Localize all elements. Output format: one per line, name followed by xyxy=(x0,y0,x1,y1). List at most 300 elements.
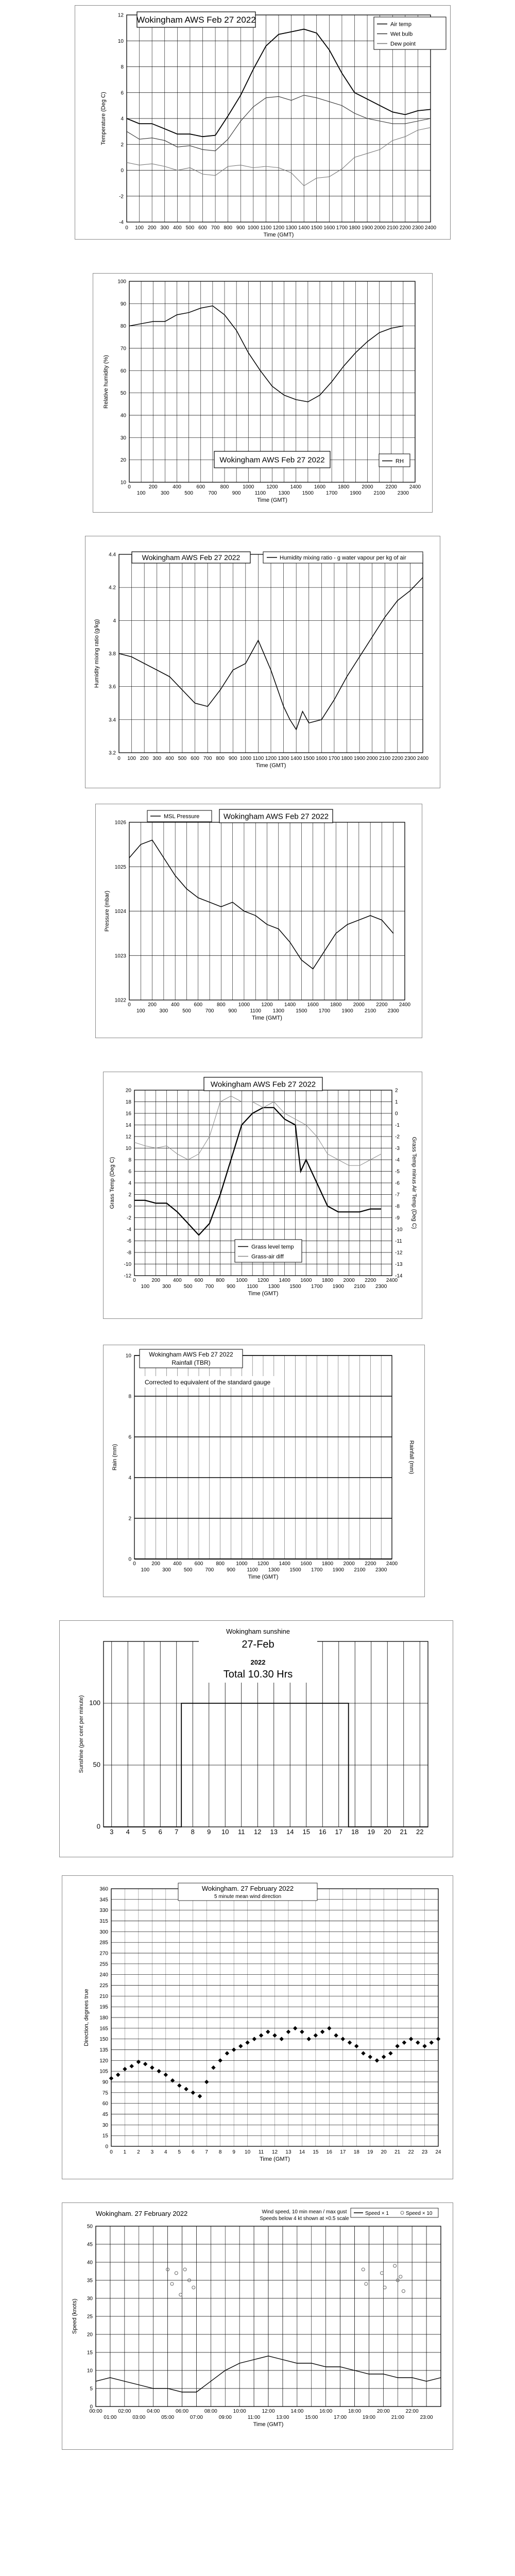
y-tick-label: 15 xyxy=(87,2350,93,2356)
x-tick-label: 13 xyxy=(285,2149,291,2155)
x-tick-label: 2400 xyxy=(424,225,437,231)
x-tick-label: 1600 xyxy=(314,484,326,490)
legend-box xyxy=(379,454,410,467)
y-tick-label: 360 xyxy=(99,1886,108,1892)
x-tick-label: 13 xyxy=(270,1828,278,1836)
gust-point xyxy=(183,2268,186,2271)
humidity-chart xyxy=(93,274,433,513)
y-tick-label: -12 xyxy=(124,1273,131,1279)
y-axis-label: Relative humidity (%) xyxy=(103,355,109,409)
y-tick-label: -2 xyxy=(119,194,124,200)
y-tick-label: 50 xyxy=(120,391,126,397)
y-tick-label: 90 xyxy=(120,301,126,307)
chart-title: Wokingham AWS Feb 27 2022 xyxy=(149,1351,233,1358)
x-tick-label: 1300 xyxy=(268,1284,280,1290)
x-tick-label: 16 xyxy=(326,2149,332,2155)
y-tick-label: 330 xyxy=(99,1908,108,1914)
y-right-tick-label: -4 xyxy=(395,1157,400,1163)
x-axis-label: Time (GMT) xyxy=(252,1015,282,1021)
x-tick-label: 22:00 xyxy=(405,2409,419,2414)
y-tick-label: 225 xyxy=(99,1983,108,1989)
x-tick-label: 1500 xyxy=(302,490,314,496)
x-tick-label: 2400 xyxy=(386,1561,398,1567)
x-tick-label: 11 xyxy=(258,2149,264,2155)
y-tick-label: 8 xyxy=(121,64,124,70)
data-point xyxy=(252,2037,256,2041)
x-tick-label: 1700 xyxy=(311,1567,323,1573)
y-tick-label: 4 xyxy=(113,618,116,624)
x-tick-label: 1900 xyxy=(350,490,362,496)
y-tick-label: -4 xyxy=(119,219,124,226)
y-tick-label: 165 xyxy=(99,2026,108,2032)
x-tick-label: 2000 xyxy=(374,225,386,231)
x-tick-label: 4 xyxy=(126,1828,130,1836)
y-tick-label: 0 xyxy=(128,1204,131,1210)
y-axis-label: Humidity mixing ratio (g/kg) xyxy=(94,619,100,688)
legend-label: Grass level temp xyxy=(251,1244,294,1250)
x-tick-label: 2300 xyxy=(397,490,409,496)
y-right-tick-label: 0 xyxy=(395,1111,398,1117)
rainfall-chart-panel xyxy=(103,1345,425,1597)
y-tick-label: -2 xyxy=(127,1215,131,1221)
wind-speed-chart-panel xyxy=(62,2202,453,2450)
gust-point xyxy=(175,2272,178,2275)
y-tick-label: 4 xyxy=(128,1475,131,1481)
x-tick-label: 14 xyxy=(286,1828,294,1836)
legend-label: Speed × 1 xyxy=(365,2211,389,2216)
y-right-tick-label: -2 xyxy=(395,1134,400,1140)
x-tick-label: 2200 xyxy=(365,1278,376,1283)
x-tick-label: 2000 xyxy=(353,1002,365,1008)
x-tick-label: 1000 xyxy=(243,484,254,490)
x-tick-label: 1500 xyxy=(303,756,315,761)
y-tick-label: 4 xyxy=(121,116,124,122)
x-tick-label: 00:00 xyxy=(89,2409,102,2414)
y-tick-label: 1022 xyxy=(114,997,126,1004)
wind-speed-chart xyxy=(62,2203,454,2450)
y-tick-label: 0 xyxy=(128,1556,131,1563)
data-point xyxy=(109,2076,113,2080)
x-tick-label: 07:00 xyxy=(190,2415,203,2420)
data-point xyxy=(157,2069,161,2073)
x-tick-label: 500 xyxy=(183,1567,193,1573)
data-point xyxy=(327,2026,331,2030)
data-point xyxy=(361,2051,365,2055)
x-tick-label: 20 xyxy=(381,2149,387,2155)
x-tick-label: 1100 xyxy=(252,756,264,761)
y-tick-label: 50 xyxy=(87,2224,93,2230)
wind-direction-chart xyxy=(62,1876,454,2180)
x-tick-label: 200 xyxy=(148,484,158,490)
chart-title: Wokingham AWS Feb 27 2022 xyxy=(142,553,241,562)
x-tick-label: 2100 xyxy=(379,756,391,761)
y-tick-label: 30 xyxy=(120,435,126,441)
y-tick-label: 6 xyxy=(121,90,124,96)
x-tick-label: 500 xyxy=(184,490,193,496)
x-tick-label: 23:00 xyxy=(420,2415,433,2420)
y-tick-label: 12 xyxy=(117,12,124,19)
x-tick-label: 800 xyxy=(216,756,225,761)
gust-point xyxy=(362,2268,365,2271)
x-tick-label: 0 xyxy=(110,2149,113,2155)
data-point xyxy=(143,2062,147,2066)
y-tick-label: 2 xyxy=(121,142,124,148)
x-tick-label: 2300 xyxy=(375,1284,387,1290)
x-tick-label: 1900 xyxy=(332,1284,344,1290)
y-tick-label: 0 xyxy=(105,2144,108,2150)
x-tick-label: 19 xyxy=(367,1828,375,1836)
x-tick-label: 1600 xyxy=(316,756,328,761)
x-tick-label: 100 xyxy=(136,490,146,496)
x-tick-label: 1600 xyxy=(323,225,335,231)
x-tick-label: 600 xyxy=(194,1002,203,1008)
data-point xyxy=(116,2073,120,2077)
x-axis-label: Time (GMT) xyxy=(255,762,286,769)
x-tick-label: 1700 xyxy=(328,756,340,761)
y-tick-label: 5 xyxy=(90,2386,93,2392)
x-tick-label: 300 xyxy=(159,1008,168,1014)
x-tick-label: 13:00 xyxy=(276,2415,289,2420)
chart-subtitle: 27-Feb xyxy=(242,1639,274,1650)
x-tick-label: 1400 xyxy=(279,1278,290,1283)
legend-label: Air temp xyxy=(390,21,411,28)
x-tick-label: 1400 xyxy=(290,756,302,761)
mixing-ratio-chart xyxy=(85,536,441,789)
x-tick-label: 03:00 xyxy=(132,2415,146,2420)
y-tick-label: 195 xyxy=(99,2004,108,2010)
gust-point xyxy=(192,2286,195,2289)
data-point xyxy=(129,2064,133,2068)
mixing-ratio-chart-panel xyxy=(85,536,440,788)
y-tick-label: 0 xyxy=(96,1822,100,1831)
data-point xyxy=(306,2037,311,2041)
x-tick-label: 1500 xyxy=(289,1567,301,1573)
data-point xyxy=(204,2080,209,2084)
x-tick-label: 1800 xyxy=(338,484,350,490)
x-tick-label: 05:00 xyxy=(161,2415,175,2420)
chart-subtitle: 5 minute mean wind direction xyxy=(214,1894,282,1900)
x-tick-label: 100 xyxy=(141,1284,150,1290)
y-tick-label: 16 xyxy=(125,1111,131,1117)
gust-point xyxy=(383,2286,386,2289)
chart-title: Wokingham AWS Feb 27 2022 xyxy=(136,14,256,25)
x-tick-label: 2400 xyxy=(409,484,421,490)
x-tick-label: 1100 xyxy=(250,1008,261,1014)
x-tick-label: 400 xyxy=(173,1278,182,1283)
y-tick-label: 40 xyxy=(120,413,126,419)
series-line-rh xyxy=(129,306,403,402)
x-tick-label: 09:00 xyxy=(218,2415,232,2420)
legend-label: MSL Pressure xyxy=(164,814,200,820)
y-tick-label: 1023 xyxy=(114,953,126,959)
x-tick-label: 15:00 xyxy=(305,2415,318,2420)
chart-subtitle: Wind speed, 10 min mean / max gust xyxy=(262,2209,347,2215)
data-point xyxy=(436,2037,440,2041)
series-line-msl-pressure xyxy=(129,840,393,969)
x-tick-label: 300 xyxy=(162,1567,171,1573)
x-tick-label: 18:00 xyxy=(348,2409,362,2414)
gust-point xyxy=(393,2264,397,2267)
x-tick-label: 1600 xyxy=(300,1278,312,1283)
x-tick-label: 21 xyxy=(400,1828,407,1836)
y-right-tick-label: -13 xyxy=(395,1262,403,1267)
x-tick-label: 20 xyxy=(384,1828,391,1836)
x-tick-label: 900 xyxy=(228,1008,237,1014)
data-point xyxy=(232,2047,236,2052)
x-axis-label: Time (GMT) xyxy=(263,232,294,238)
x-tick-label: 14:00 xyxy=(290,2409,304,2414)
sunshine-chart xyxy=(60,1621,454,1858)
y-tick-label: 300 xyxy=(99,1929,108,1935)
y-tick-label: 315 xyxy=(99,1919,108,1924)
x-tick-label: 900 xyxy=(236,225,245,231)
x-tick-label: 6 xyxy=(191,2149,195,2155)
x-tick-label: 100 xyxy=(135,225,144,231)
x-tick-label: 5 xyxy=(142,1828,146,1836)
data-point xyxy=(245,2040,249,2044)
data-point xyxy=(395,2044,399,2048)
gust-point xyxy=(402,2290,405,2293)
x-tick-label: 0 xyxy=(128,484,131,490)
x-tick-label: 2200 xyxy=(385,484,397,490)
x-tick-label: 1400 xyxy=(284,1002,296,1008)
x-tick-label: 1200 xyxy=(257,1561,269,1567)
y-tick-label: 10 xyxy=(125,1146,131,1151)
data-point xyxy=(368,2055,372,2059)
x-tick-label: 0 xyxy=(133,1278,136,1283)
y-tick-label: 210 xyxy=(99,1993,108,1999)
x-tick-label: 3 xyxy=(110,1828,114,1836)
y-tick-label: 8 xyxy=(128,1157,131,1163)
legend-label: RH xyxy=(396,458,404,465)
x-tick-label: 1000 xyxy=(238,1002,250,1008)
y-tick-label: 4.4 xyxy=(109,552,116,558)
x-tick-label: 20:00 xyxy=(376,2409,390,2414)
y-tick-label: 4 xyxy=(128,1180,131,1187)
y-tick-label: 10 xyxy=(125,1353,131,1359)
data-point xyxy=(177,2083,181,2088)
x-tick-label: 1 xyxy=(123,2149,127,2155)
x-tick-label: 21 xyxy=(394,2149,401,2155)
data-point xyxy=(382,2055,386,2059)
y-tick-label: 120 xyxy=(99,2058,108,2064)
x-tick-label: 1100 xyxy=(247,1567,258,1573)
y-axis-label: Rain (mm) xyxy=(112,1444,118,1471)
y-tick-label: 285 xyxy=(99,1940,108,1946)
data-point xyxy=(341,2037,345,2041)
x-tick-label: 19:00 xyxy=(362,2415,375,2420)
x-tick-label: 2400 xyxy=(386,1278,398,1283)
x-tick-label: 2400 xyxy=(417,756,429,761)
x-tick-label: 1300 xyxy=(285,225,297,231)
y-tick-label: 10 xyxy=(87,2368,93,2374)
x-tick-label: 2 xyxy=(137,2149,140,2155)
x-tick-label: 2000 xyxy=(366,756,378,761)
x-tick-label: 2400 xyxy=(399,1002,411,1008)
x-tick-label: 400 xyxy=(170,1002,180,1008)
pressure-chart xyxy=(96,804,423,1039)
data-point xyxy=(272,2033,277,2037)
x-tick-label: 2100 xyxy=(354,1284,366,1290)
x-tick-label: 2200 xyxy=(391,756,403,761)
data-point xyxy=(422,2044,426,2048)
x-tick-label: 06:00 xyxy=(175,2409,189,2414)
x-axis-label: Time (GMT) xyxy=(253,2421,284,2428)
y-tick-label: 90 xyxy=(102,2079,108,2086)
y-right-tick-label: -5 xyxy=(395,1169,400,1175)
rainfall-chart xyxy=(104,1345,425,1598)
x-tick-label: 1000 xyxy=(239,756,251,761)
data-point xyxy=(334,2033,338,2037)
x-tick-label: 1200 xyxy=(272,225,285,231)
x-tick-label: 17:00 xyxy=(334,2415,347,2420)
x-tick-label: 200 xyxy=(147,225,157,231)
x-tick-label: 8 xyxy=(218,2149,222,2155)
chart-total: Total 10.30 Hrs xyxy=(223,1669,293,1680)
x-tick-label: 2200 xyxy=(376,1002,388,1008)
y-tick-label: 6 xyxy=(128,1169,131,1175)
x-tick-label: 24 xyxy=(435,2149,441,2155)
gust-point xyxy=(365,2282,368,2285)
x-tick-label: 700 xyxy=(203,756,212,761)
y-tick-label: 270 xyxy=(99,1951,108,1957)
y-right-tick-label: -3 xyxy=(395,1146,400,1151)
x-tick-label: 10 xyxy=(245,2149,251,2155)
x-tick-label: 900 xyxy=(228,756,237,761)
grass-temperature-chart xyxy=(104,1072,423,1319)
x-tick-label: 3 xyxy=(150,2149,154,2155)
y-tick-label: 0 xyxy=(90,2404,93,2410)
y-tick-label: 14 xyxy=(125,1123,131,1128)
x-tick-label: 21:00 xyxy=(391,2415,404,2420)
x-tick-label: 300 xyxy=(162,1284,171,1290)
y-tick-label: 3.6 xyxy=(109,684,116,690)
y-tick-label: 20 xyxy=(125,1088,131,1094)
y-tick-label: 4.2 xyxy=(109,585,116,591)
x-tick-label: 22 xyxy=(416,1828,424,1836)
x-tick-label: 2300 xyxy=(412,225,424,231)
data-point xyxy=(184,2087,188,2091)
x-tick-label: 900 xyxy=(227,1567,235,1573)
y-tick-label: 8 xyxy=(128,1394,131,1400)
pressure-chart-panel xyxy=(95,804,422,1038)
data-point xyxy=(416,2040,420,2044)
y-tick-label: 70 xyxy=(120,346,126,352)
x-tick-label: 17 xyxy=(340,2149,346,2155)
legend-label: Humidity mixing ratio - g water vapour per kg of air xyxy=(280,555,406,561)
data-point xyxy=(259,2033,263,2037)
x-tick-label: 700 xyxy=(205,1284,214,1290)
sunshine-chart-panel xyxy=(59,1620,453,1857)
y-tick-label: 1026 xyxy=(114,820,126,826)
y-right-tick-label: 1 xyxy=(395,1099,398,1105)
x-tick-label: 1900 xyxy=(361,225,373,231)
y-tick-label: -4 xyxy=(127,1227,131,1233)
x-tick-label: 600 xyxy=(194,1561,203,1567)
y-tick-label: 25 xyxy=(87,2314,93,2320)
data-point xyxy=(198,2094,202,2098)
y-tick-label: 80 xyxy=(120,324,126,330)
x-tick-label: 600 xyxy=(194,1278,203,1283)
y-right-tick-label: -11 xyxy=(395,1239,402,1244)
data-point xyxy=(409,2037,413,2041)
x-tick-label: 1500 xyxy=(296,1008,307,1014)
chart-title: Wokingham. 27 February 2022 xyxy=(96,2210,188,2217)
series-line-grass-air-diff xyxy=(134,1096,381,1165)
x-tick-label: 700 xyxy=(205,1567,214,1573)
data-point xyxy=(225,2051,229,2055)
data-point xyxy=(314,2033,318,2037)
x-tick-label: 100 xyxy=(141,1567,150,1573)
y-tick-label: -8 xyxy=(127,1250,131,1256)
x-tick-label: 2100 xyxy=(365,1008,376,1014)
data-point xyxy=(320,2030,324,2034)
data-point xyxy=(164,2073,168,2077)
x-tick-label: 04:00 xyxy=(147,2409,160,2414)
x-tick-label: 2100 xyxy=(387,225,399,231)
x-tick-label: 1300 xyxy=(278,490,290,496)
x-tick-label: 17 xyxy=(335,1828,342,1836)
y-tick-label: 180 xyxy=(99,2015,108,2021)
y-tick-label: -10 xyxy=(124,1262,131,1267)
chart-title: Wokingham. 27 February 2022 xyxy=(201,1885,294,1892)
data-point xyxy=(402,2040,406,2044)
x-tick-label: 12 xyxy=(254,1828,262,1836)
x-tick-label: 16:00 xyxy=(319,2409,333,2414)
x-tick-label: 1500 xyxy=(289,1284,301,1290)
y-tick-label: 10 xyxy=(117,38,124,44)
x-axis-label: Time (GMT) xyxy=(260,2156,290,2162)
y-tick-label: 100 xyxy=(117,279,126,285)
x-tick-label: 1700 xyxy=(336,225,348,231)
y-right-tick-label: -1 xyxy=(395,1123,400,1128)
x-tick-label: 700 xyxy=(205,1008,214,1014)
y-tick-label: 60 xyxy=(102,2101,108,2107)
data-point xyxy=(300,2030,304,2034)
x-tick-label: 2200 xyxy=(399,225,411,231)
y-tick-label: 135 xyxy=(99,2047,108,2053)
y-tick-label: 10 xyxy=(120,480,126,486)
x-tick-label: 7 xyxy=(175,1828,179,1836)
y-tick-label: -6 xyxy=(127,1239,131,1244)
chart-year: 2022 xyxy=(250,1658,266,1666)
x-tick-label: 900 xyxy=(227,1284,235,1290)
x-tick-label: 1800 xyxy=(349,225,360,231)
x-tick-label: 800 xyxy=(224,225,233,231)
data-point xyxy=(354,2044,358,2048)
x-tick-label: 11:00 xyxy=(247,2415,261,2420)
x-tick-label: 08:00 xyxy=(204,2409,217,2414)
x-tick-label: 14 xyxy=(299,2149,305,2155)
x-tick-label: 1700 xyxy=(326,490,338,496)
x-tick-label: 18 xyxy=(351,1828,359,1836)
y-tick-label: 6 xyxy=(128,1434,131,1440)
x-tick-label: 1800 xyxy=(341,756,353,761)
x-tick-label: 500 xyxy=(185,225,195,231)
x-tick-label: 1200 xyxy=(261,1002,273,1008)
x-tick-label: 16 xyxy=(319,1828,327,1836)
x-tick-label: 1900 xyxy=(332,1567,344,1573)
y-tick-label: 1025 xyxy=(114,864,126,870)
y-tick-label: 0 xyxy=(121,168,124,174)
x-tick-label: 300 xyxy=(152,756,162,761)
x-tick-label: 800 xyxy=(216,1278,225,1283)
x-tick-label: 2000 xyxy=(343,1278,355,1283)
x-tick-label: 1600 xyxy=(307,1002,319,1008)
x-tick-label: 1000 xyxy=(236,1561,248,1567)
data-point xyxy=(375,2058,379,2062)
legend-label: Grass-air diff xyxy=(251,1253,284,1260)
